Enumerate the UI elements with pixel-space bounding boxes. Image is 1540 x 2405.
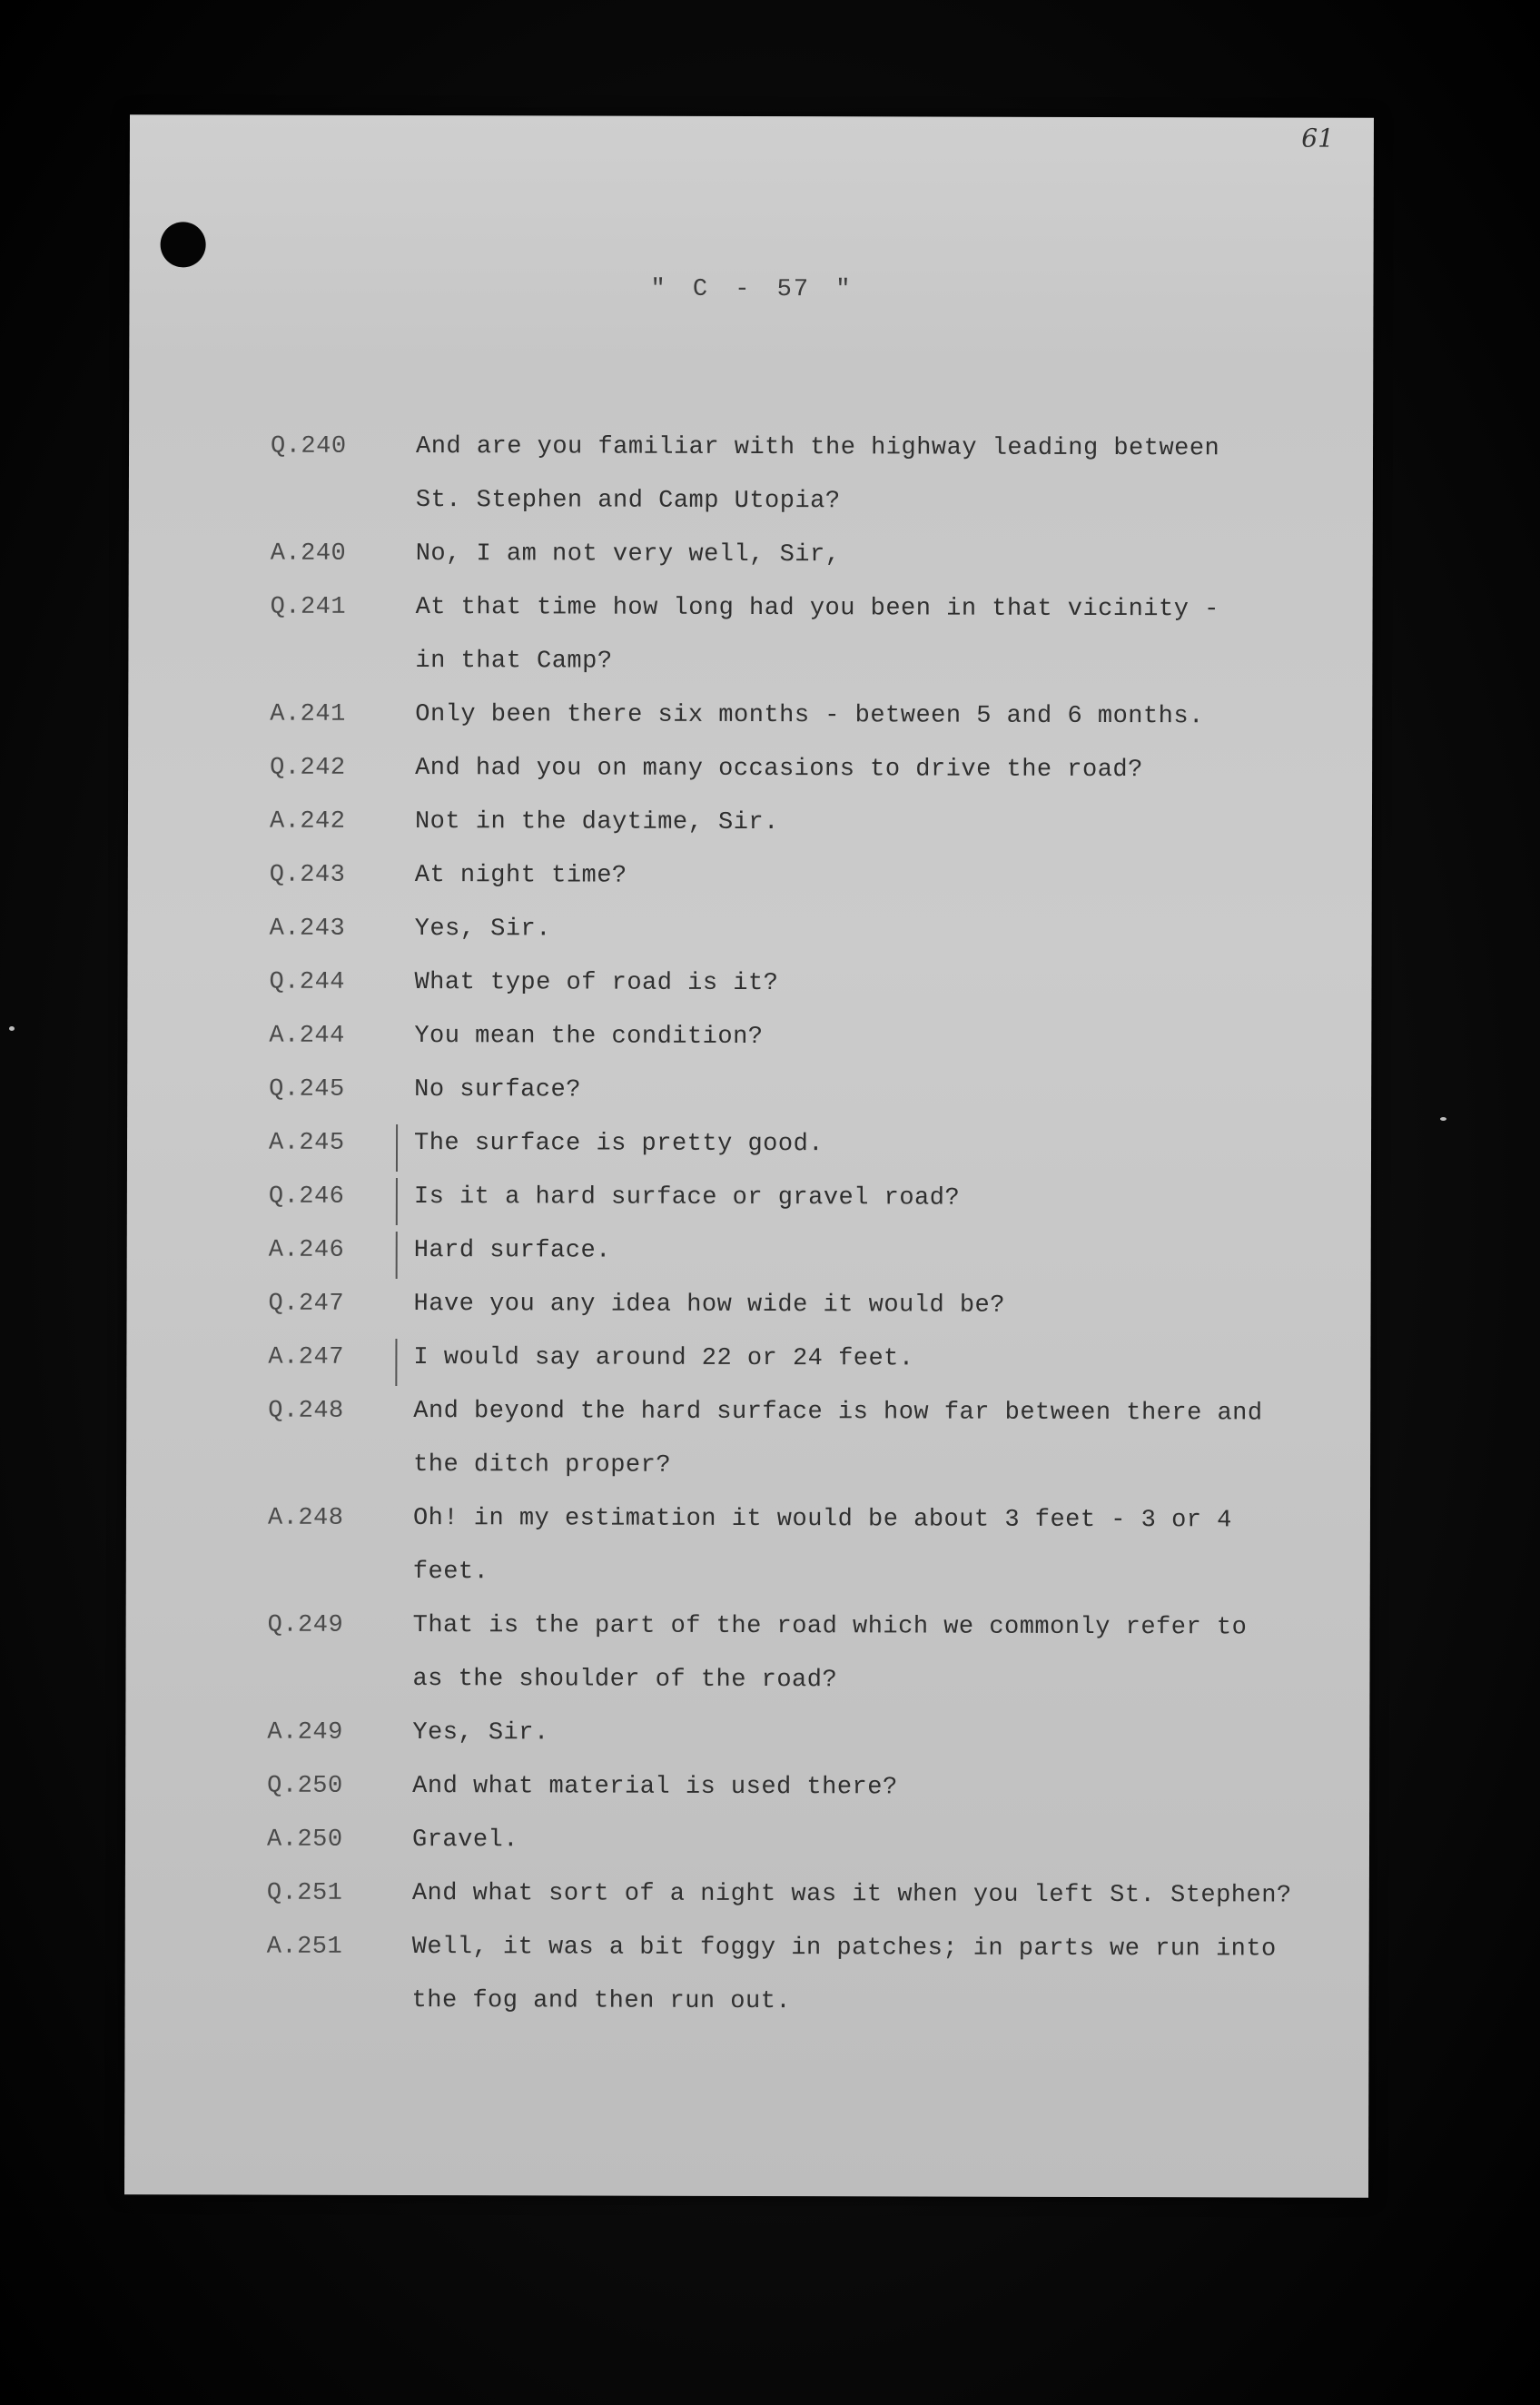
entry-text: Hard surface.	[413, 1237, 611, 1265]
entry-label: Q.248	[268, 1397, 344, 1425]
question-line	[125, 1879, 1369, 1936]
question-line	[129, 486, 1373, 543]
entry-text: What type of road is it?	[414, 969, 779, 998]
entry-label: Q.242	[270, 754, 346, 782]
film-speck	[9, 1026, 15, 1031]
entry-text: as the shoulder of the road?	[412, 1666, 838, 1695]
entry-text: Yes, Sir.	[412, 1719, 549, 1747]
margin-mark	[396, 1124, 398, 1172]
entry-label: Q.240	[271, 432, 347, 460]
margin-mark	[396, 1232, 398, 1279]
answer-line	[126, 1343, 1370, 1400]
entry-text: Not in the daytime, Sir.	[414, 808, 779, 837]
entry-label: A.251	[266, 1933, 343, 1961]
entry-text: And what sort of a night was it when you left St. Stephen?	[411, 1880, 1292, 1910]
answer-line	[127, 1022, 1371, 1079]
entry-text: the ditch proper?	[413, 1451, 672, 1480]
entry-text: And beyond the hard surface is how far between there and	[413, 1398, 1263, 1428]
document-page	[124, 114, 1374, 2198]
entry-text: Have you any idea how wide it would be?	[413, 1291, 1006, 1320]
entry-text: And what material is used there?	[412, 1773, 898, 1802]
question-line	[126, 1450, 1370, 1508]
entry-text: in that Camp?	[415, 648, 613, 676]
entry-label: A.246	[268, 1236, 345, 1264]
answer-line	[127, 1236, 1371, 1293]
question-line	[125, 1665, 1369, 1722]
entry-text: No surface?	[414, 1076, 581, 1104]
question-line	[128, 754, 1372, 811]
answer-line	[126, 1558, 1370, 1615]
entry-label: Q.241	[270, 593, 347, 621]
margin-mark	[396, 1178, 398, 1225]
entry-text: I would say around 22 or 24 feet.	[413, 1344, 914, 1373]
answer-line	[129, 539, 1373, 597]
answer-line	[125, 1826, 1369, 1883]
question-line	[127, 1183, 1371, 1240]
question-line	[128, 647, 1372, 704]
entry-text: Well, it was a bit foggy in patches; in parts we run into	[411, 1934, 1277, 1964]
answer-line	[127, 1129, 1371, 1186]
entry-label: A.240	[270, 539, 347, 568]
entry-text: That is the part of the road which we commonly refer to	[412, 1612, 1248, 1642]
entry-text: No, I am not very well, Sir,	[415, 540, 841, 569]
entry-label: Q.247	[268, 1290, 345, 1318]
entry-text: Yes, Sir.	[414, 915, 552, 944]
document-header: " C - 57 "	[650, 275, 853, 304]
question-line	[128, 861, 1372, 918]
question-line	[128, 593, 1372, 650]
entry-text: The surface is pretty good.	[413, 1130, 824, 1159]
question-line	[126, 1397, 1370, 1454]
question-line	[126, 1611, 1370, 1668]
entry-label: Q.246	[268, 1183, 345, 1211]
entry-label: A.244	[269, 1022, 345, 1050]
entry-label: A.245	[268, 1129, 345, 1157]
entry-text: Is it a hard surface or gravel road?	[413, 1183, 961, 1212]
entry-label: A.242	[269, 807, 346, 836]
question-line	[126, 1290, 1370, 1347]
entry-label: A.249	[267, 1718, 343, 1747]
entry-label: Q.251	[266, 1879, 343, 1907]
entry-label: A.241	[270, 700, 346, 728]
entry-text: And had you on many occasions to drive the road?	[415, 755, 1143, 785]
entry-text: Only been there six months - between 5 and 6 months.	[415, 701, 1204, 731]
entry-text: feet.	[412, 1559, 489, 1587]
entry-text: You mean the condition?	[414, 1023, 764, 1052]
film-speck	[1440, 1117, 1446, 1121]
margin-mark	[395, 1339, 397, 1386]
entry-label: Q.243	[269, 861, 346, 889]
transcript	[129, 432, 1373, 2016]
question-line	[127, 968, 1371, 1025]
entry-text: Gravel.	[411, 1826, 518, 1855]
entry-label: A.248	[267, 1504, 344, 1532]
answer-line	[126, 1504, 1370, 1561]
punch-hole	[161, 222, 206, 267]
entry-label: Q.250	[267, 1772, 343, 1800]
answer-line	[125, 1933, 1369, 1990]
answer-line	[128, 915, 1372, 972]
entry-text: And are you familiar with the highway leading between	[416, 433, 1220, 463]
entry-text: At that time how long had you been in that vicinity -	[415, 594, 1219, 624]
entry-text: the fog and then run out.	[411, 1987, 792, 2016]
entry-label: Q.245	[269, 1075, 345, 1104]
question-line	[125, 1772, 1369, 1829]
answer-line	[124, 1986, 1368, 2044]
entry-text: Oh! in my estimation it would be about 3 feet - 3 or 4	[412, 1505, 1232, 1535]
answer-line	[128, 807, 1372, 865]
answer-line	[125, 1718, 1369, 1776]
entry-label: A.247	[268, 1343, 344, 1371]
question-line	[127, 1075, 1371, 1133]
entry-text: St. Stephen and Camp Utopia?	[415, 487, 841, 516]
question-line	[129, 432, 1373, 490]
entry-label: Q.244	[269, 968, 346, 996]
answer-line	[128, 700, 1372, 757]
entry-label: A.250	[266, 1826, 343, 1854]
entry-label: A.243	[269, 915, 346, 943]
page-number: 61	[1301, 123, 1334, 153]
entry-text: At night time?	[414, 862, 627, 890]
entry-label: Q.249	[267, 1611, 344, 1639]
